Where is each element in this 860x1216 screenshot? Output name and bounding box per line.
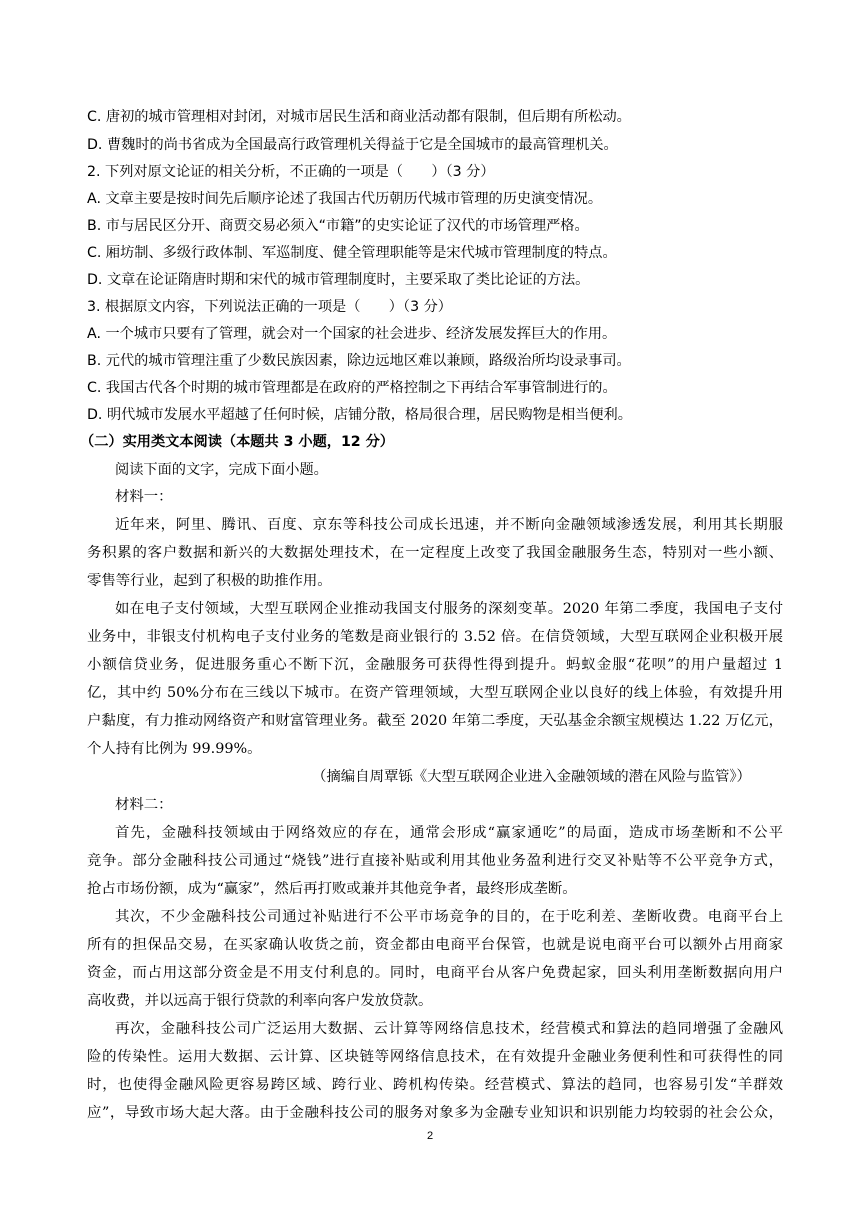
text-line: D. 文章在论证隋唐时期和宋代的城市管理制度时，主要采取了类比论证的方法。: [87, 272, 590, 288]
text-line: 业务中，非银支付机构电子支付业务的笔数是商业银行的 3.52 倍。在信贷领域，大型互联网企业积极开展: [87, 629, 783, 645]
text-line: 零售等行业，起到了积极的助推作用。: [87, 573, 332, 589]
text-line: C. 唐初的城市管理相对封闭，对城市居民生活和商业活动都有限制，但后期有所松动。: [87, 109, 631, 125]
text-line: 抢占市场份额，成为“赢家”，然后再打败或兼并其他竞争者，最终形成垄断。: [87, 881, 577, 897]
text-line: B. 元代的城市管理注重了少数民族因素，除边远地区难以兼顾，路级治所均设录事司。: [87, 353, 631, 369]
text-line: 亿，其中约 50%分布在三线以下城市。在资产管理领域，大型互联网企业以良好的线上体验，有效提升用: [87, 685, 783, 701]
text-line: 资金，而占用这部分资金是不用支付利息的。同时，电商平台从客户免费起家，回头利用垄断数据向用户: [87, 965, 783, 981]
text-line: C. 厢坊制、多级行政体制、军巡制度、健全管理职能等是宋代城市管理制度的特点。: [87, 245, 617, 261]
text-line: A. 一个城市只要有了管理，就会对一个国家的社会进步、经济发展发挥巨大的作用。: [87, 326, 617, 342]
text-line: 务积累的客户数据和新兴的大数据处理技术，在一定程度上改变了我国金融服务生态，特别对一些小额、: [87, 545, 783, 561]
text-line: 如在电子支付领域，大型互联网企业推动我国支付服务的深刻变革。2020 年第二季度，我国电子支付: [115, 601, 783, 617]
text-line: 阅读下面的文字，完成下面小题。: [115, 462, 328, 478]
text-line: 材料一：: [115, 489, 173, 505]
text-line: 首先，金融科技领域由于网络效应的存在，通常会形成“赢家通吃”的局面，造成市场垄断和不公平: [115, 825, 783, 841]
text-line: 个人持有比例为 99.99%。: [87, 741, 262, 757]
text-line: 户黏度，有力推动网络资产和财富管理业务。截至 2020 年第二季度，天弘基金余额宝规模达 1.22 万亿元，: [87, 713, 783, 729]
text-line: A. 文章主要是按时间先后顺序论述了我国古代历朝历代城市管理的历史演变情况。: [87, 191, 603, 207]
text-line: 材料二：: [115, 797, 173, 813]
text-line: B. 市与居民区分开、商贾交易必须入“市籍”的史实论证了汉代的市场管理严格。: [87, 218, 589, 234]
text-line: D. 明代城市发展水平超越了任何时候，店铺分散，格局很合理，居民购物是相当便利。: [87, 407, 632, 423]
text-line: 小额信贷业务，促进服务重心不断下沉，金融服务可获得性得到提升。蚂蚁金服“花呗”的用户量超过 1: [87, 657, 783, 673]
text-line: 应”，导致市场大起大落。由于金融科技公司的服务对象多为金融专业知识和识别能力均较弱的社会公众，: [87, 1105, 783, 1121]
text-line: 险的传染性。运用大数据、云计算、区块链等网络信息技术，在有效提升金融业务便利性和可获得性的同: [87, 1049, 783, 1065]
page-number: 2: [426, 1130, 434, 1142]
text-line: D. 曹魏时的尚书省成为全国最高行政管理机关得益于它是全国城市的最高管理机关。: [87, 137, 618, 153]
text-line: （摘编自周覃铄《大型互联网企业进入金融领域的潜在风险与监管》）: [312, 769, 751, 785]
text-line: 竞争。部分金融科技公司通过“烧钱”进行直接补贴或利用其他业务盈利进行交叉补贴等不公平竞争方式，: [87, 853, 783, 869]
text-line: 2. 下列对原文论证的相关分析，不正确的一项是（ ）（3 分）: [87, 164, 495, 180]
text-line: 3. 根据原文内容，下列说法正确的一项是（ ）（3 分）: [87, 299, 452, 315]
text-line: 近年来，阿里、腾讯、百度、京东等科技公司成长迅速，并不断向金融领域渗透发展，利用其长期服: [115, 517, 783, 533]
text-line: （二）实用类文本阅读（本题共 3 小题，12 分）: [80, 434, 394, 450]
text-line: C. 我国古代各个时期的城市管理都是在政府的严格控制之下再结合军事管制进行的。: [87, 380, 617, 396]
text-line: 高收费，并以远高于银行贷款的利率向客户发放贷款。: [87, 993, 433, 1009]
text-line: 所有的担保品交易，在买家确认收货之前，资金都由电商平台保管，也就是说电商平台可以额外占用商家: [87, 937, 783, 953]
text-line: 时，也使得金融风险更容易跨区域、跨行业、跨机构传染。经营模式、算法的趋同，也容易引发“羊群效: [87, 1077, 783, 1093]
text-line: 再次，金融科技公司广泛运用大数据、云计算等网络信息技术，经营模式和算法的趋同增强了金融风: [115, 1021, 783, 1037]
text-line: 其次，不少金融科技公司通过补贴进行不公平市场竞争的目的，在于吃利差、垄断收费。电商平台上: [115, 909, 783, 925]
